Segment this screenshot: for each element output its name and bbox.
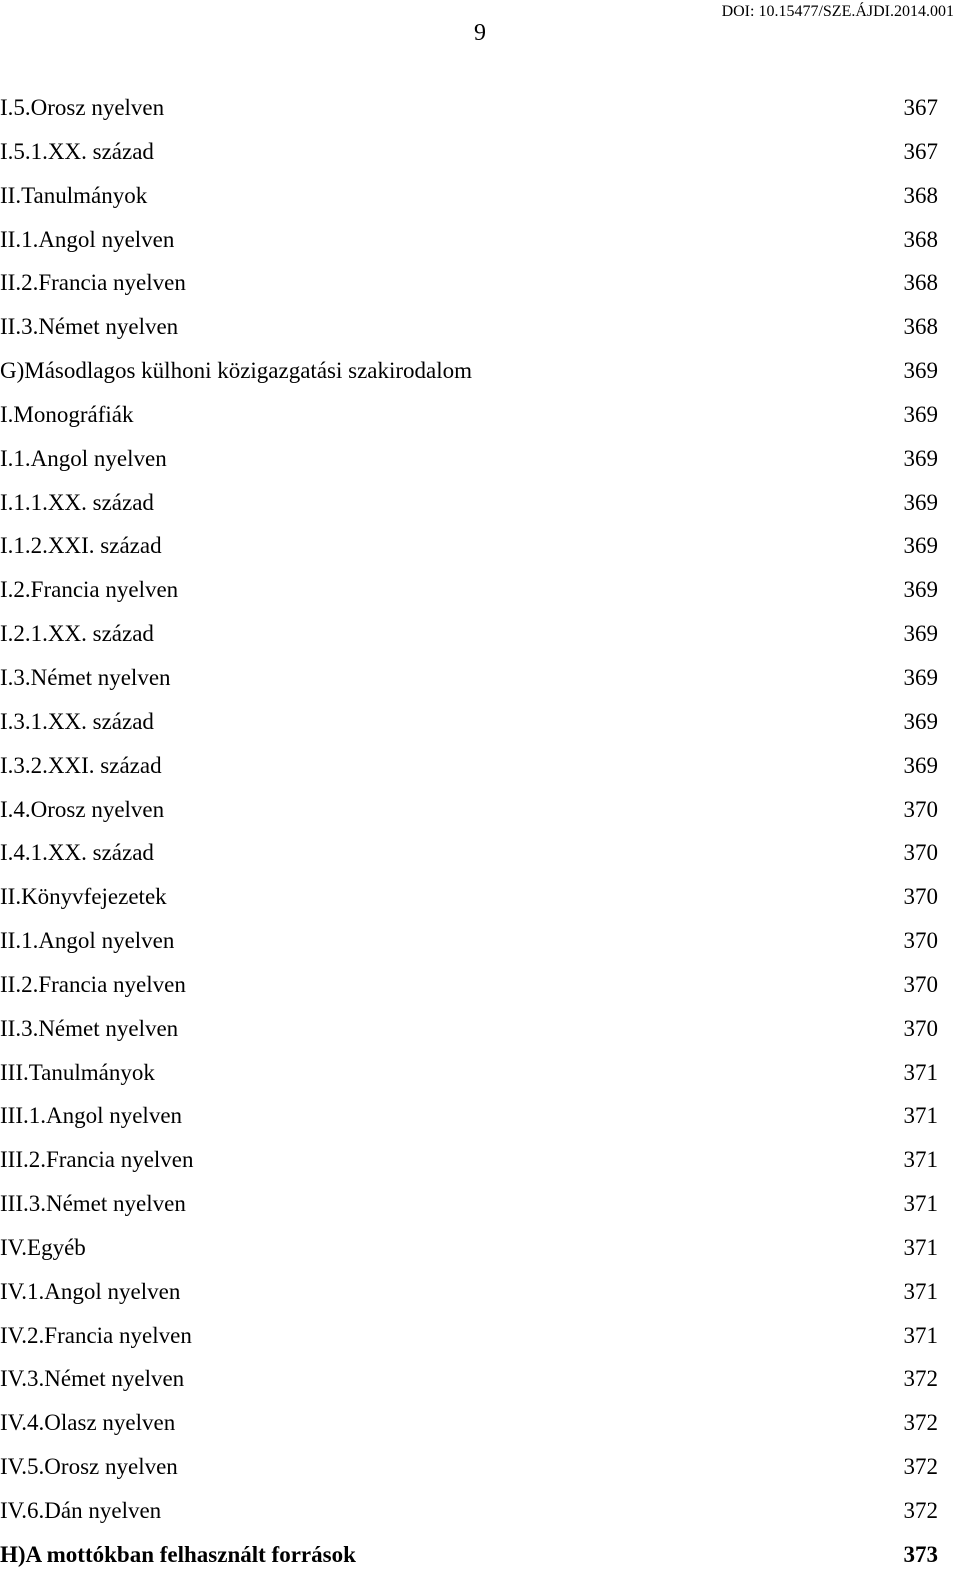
toc-entry-page-number: 368: [903, 182, 938, 208]
toc-entry-label: II.2.Francia nyelven: [0, 971, 186, 997]
toc-entry[interactable]: [0, 349, 938, 393]
toc-entry-page-number: 369: [903, 621, 938, 647]
toc-entry[interactable]: [0, 612, 938, 656]
toc-entry[interactable]: [0, 1489, 938, 1533]
toc-entry-page-number: 371: [903, 1103, 938, 1129]
toc-entry-label: I.2.Francia nyelven: [0, 577, 179, 603]
toc-entry-page-number: 368: [903, 226, 938, 252]
toc-entry-page-number: 370: [903, 796, 938, 822]
toc-entry[interactable]: [0, 305, 938, 349]
toc-entry[interactable]: [0, 393, 938, 437]
toc-entry-label: I.3.Német nyelven: [0, 664, 171, 690]
toc-entry-label: IV.4.Olasz nyelven: [0, 1410, 176, 1436]
toc-entry[interactable]: [0, 218, 938, 262]
toc-entry-label: I.5.Orosz nyelven: [0, 95, 165, 120]
toc-entry-label: II.2.Francia nyelven: [0, 270, 186, 296]
toc-entry-label: I.4.Orosz nyelven: [0, 796, 165, 822]
toc-entry-label: II.3.Német nyelven: [0, 314, 179, 340]
toc-entry-label: III.Tanulmányok: [0, 1059, 155, 1085]
page-number: 9: [474, 20, 486, 46]
toc-entry[interactable]: [0, 1357, 938, 1401]
toc-entry-label: II.1.Angol nyelven: [0, 928, 175, 954]
toc-entry[interactable]: [0, 919, 938, 963]
toc-entry[interactable]: [0, 875, 938, 919]
toc-entry-page-number: 369: [903, 445, 938, 471]
toc-entry[interactable]: [0, 1007, 938, 1051]
toc-entry-label: I.3.1.XX. század: [0, 708, 154, 734]
toc-entry[interactable]: [0, 831, 938, 875]
table-of-contents: [0, 86, 938, 1577]
toc-entry-label: I.Monográfiák: [0, 401, 134, 427]
toc-entry[interactable]: [0, 86, 938, 130]
toc-entry[interactable]: [0, 174, 938, 218]
toc-entry[interactable]: [0, 524, 938, 568]
toc-entry[interactable]: [0, 261, 938, 305]
toc-entry-label: I.1.1.XX. század: [0, 489, 154, 515]
toc-entry-page-number: 368: [903, 314, 938, 340]
toc-entry-label: I.3.2.XXI. század: [0, 752, 162, 778]
toc-entry-label: I.2.1.XX. század: [0, 621, 154, 647]
toc-entry-label: IV.3.Német nyelven: [0, 1366, 185, 1392]
doi-header: DOI: 10.15477/SZE.ÁJDI.2014.001: [721, 3, 954, 20]
toc-entry[interactable]: [0, 130, 938, 174]
toc-entry-page-number: 367: [903, 138, 938, 164]
toc-entry-label: II.3.Német nyelven: [0, 1015, 179, 1041]
toc-entry-label: I.1.2.XXI. század: [0, 533, 162, 559]
toc-entry-page-number: 368: [903, 270, 938, 296]
toc-entry-page-number: 369: [903, 664, 938, 690]
toc-entry-page-number: 371: [903, 1147, 938, 1173]
toc-entry-page-number: 369: [903, 533, 938, 559]
toc-entry[interactable]: [0, 744, 938, 788]
toc-entry-page-number: 369: [903, 708, 938, 734]
toc-entry-label: II.Könyvfejezetek: [0, 884, 167, 910]
toc-entry-page-number: 371: [903, 1059, 938, 1085]
toc-entry-page-number: 370: [903, 971, 938, 997]
toc-entry-label: IV.1.Angol nyelven: [0, 1278, 181, 1304]
toc-entry-page-number: 370: [903, 1015, 938, 1041]
toc-entry-label: II.Tanulmányok: [0, 182, 148, 208]
toc-entry-label: III.2.Francia nyelven: [0, 1147, 194, 1173]
toc-entry[interactable]: [0, 1401, 938, 1445]
toc-entry-page-number: 370: [903, 928, 938, 954]
toc-entry-label: II.1.Angol nyelven: [0, 226, 175, 252]
toc-entry[interactable]: [0, 1314, 938, 1358]
toc-entry-page-number: 369: [903, 401, 938, 427]
toc-entry[interactable]: [0, 788, 938, 832]
toc-entry-page-number: 370: [903, 840, 938, 866]
toc-entry-page-number: 369: [903, 358, 938, 384]
toc-entry-page-number: 371: [903, 1234, 938, 1260]
toc-entry-page-number: 372: [903, 1366, 938, 1392]
toc-entry-label: IV.2.Francia nyelven: [0, 1322, 192, 1348]
toc-entry-label: III.1.Angol nyelven: [0, 1103, 183, 1129]
toc-entry-page-number: 369: [903, 489, 938, 515]
toc-entry[interactable]: [0, 437, 938, 481]
toc-entry[interactable]: [0, 1445, 938, 1489]
toc-entry-page-number: 372: [903, 1498, 938, 1523]
toc-entry-page-number: 371: [903, 1278, 938, 1304]
toc-entry-label: I.1.Angol nyelven: [0, 445, 167, 471]
toc-entry[interactable]: [0, 568, 938, 612]
toc-entry-page-number: 369: [903, 752, 938, 778]
toc-entry-label: IV.5.Orosz nyelven: [0, 1454, 178, 1480]
toc-entry-label: I.4.1.XX. század: [0, 840, 154, 866]
toc-entry-label: G)Másodlagos külhoni közigazgatási szakirodalom: [0, 358, 473, 384]
toc-entry-page-number: 372: [903, 1410, 938, 1436]
toc-entry-label: I.5.1.XX. század: [0, 138, 154, 164]
toc-entry-label: III.3.Német nyelven: [0, 1191, 186, 1217]
toc-entry[interactable]: [0, 1138, 938, 1182]
toc-entry-label: H)A mottókban felhasznált források: [0, 1541, 356, 1567]
toc-entry-page-number: 367: [903, 95, 938, 120]
toc-entry-page-number: 371: [903, 1191, 938, 1217]
toc-entry[interactable]: [0, 1182, 938, 1226]
toc-entry-page-number: 373: [903, 1541, 938, 1567]
toc-entry-label: IV.Egyéb: [0, 1234, 86, 1260]
toc-entry[interactable]: [0, 1094, 938, 1138]
toc-entry[interactable]: [0, 481, 938, 525]
toc-entry-page-number: 370: [903, 884, 938, 910]
toc-entry[interactable]: [0, 1051, 938, 1095]
toc-entry[interactable]: [0, 656, 938, 700]
toc-entry[interactable]: [0, 1270, 938, 1314]
toc-entry-page-number: 372: [903, 1454, 938, 1480]
toc-entry[interactable]: [0, 700, 938, 744]
toc-entry[interactable]: [0, 1226, 938, 1270]
toc-entry-page-number: 371: [903, 1322, 938, 1348]
toc-entry-label: IV.6.Dán nyelven: [0, 1498, 162, 1523]
toc-entry[interactable]: [0, 1533, 938, 1577]
toc-entry-page-number: 369: [903, 577, 938, 603]
toc-entry[interactable]: [0, 963, 938, 1007]
